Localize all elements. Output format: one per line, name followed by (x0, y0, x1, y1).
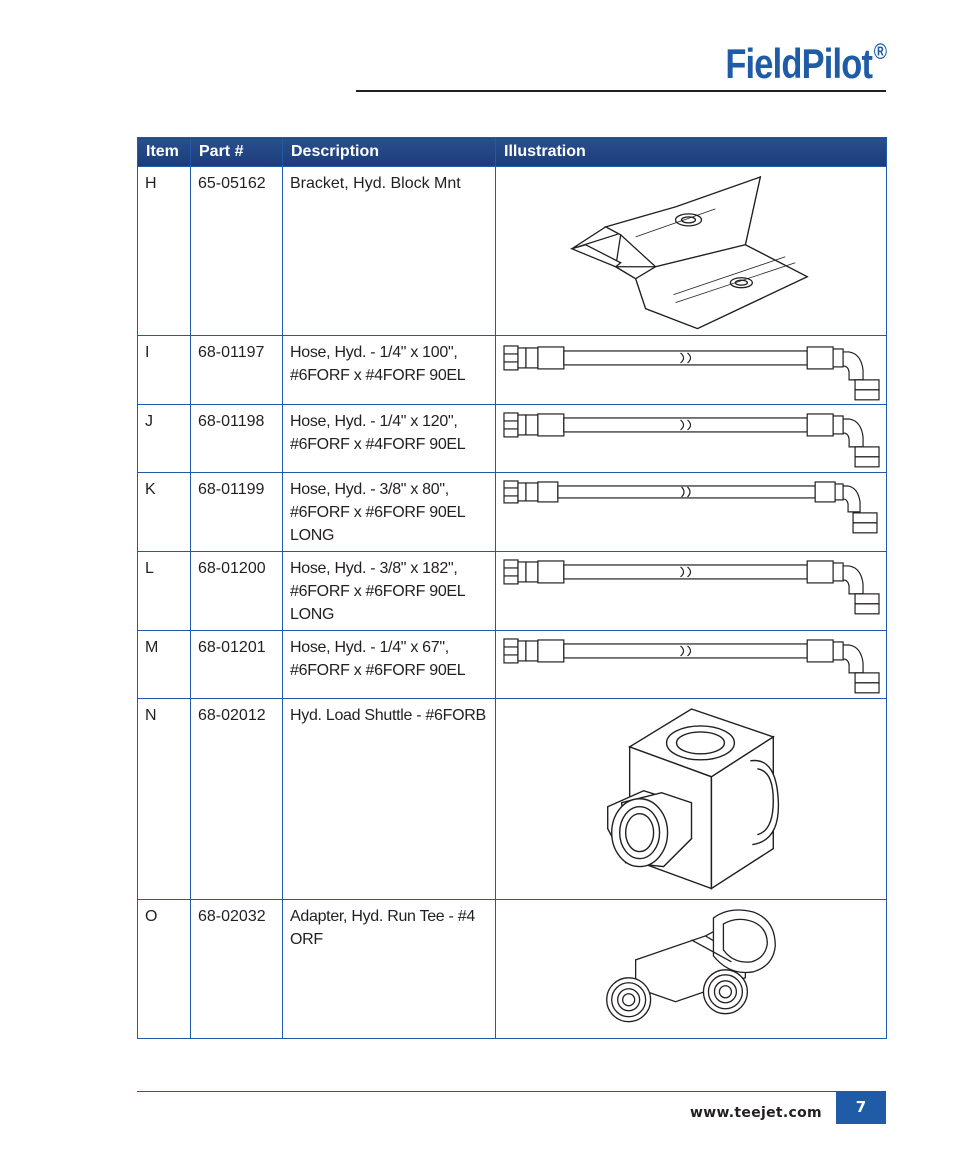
part-number-cell: 65-05162 (191, 167, 283, 336)
part-number-cell: 68-01201 (191, 631, 283, 699)
description-cell: Hose, Hyd. - 1/4" x 100", #6FORF x #4FORF 90EL (283, 335, 496, 405)
part-number-cell: 68-01200 (191, 552, 283, 631)
hose-illustration (496, 336, 886, 405)
part-number-cell: 68-01197 (191, 335, 283, 405)
hose-illustration (496, 552, 886, 626)
table-row (138, 473, 887, 552)
table-row (138, 552, 887, 631)
part-number-cell: 68-02032 (191, 899, 283, 1039)
part-number-cell: 68-02012 (191, 699, 283, 899)
description-cell: Hose, Hyd. - 3/8" x 80", #6FORF x #6FORF 90EL LONG (283, 473, 496, 552)
table-row (138, 167, 887, 336)
column-header-description: Description (283, 138, 496, 167)
illustration-cell (496, 899, 887, 1039)
column-header-illustration: Illustration (496, 138, 887, 167)
illustration-cell (496, 473, 887, 552)
table-row (138, 335, 887, 405)
description-cell: Bracket, Hyd. Block Mnt (283, 167, 496, 336)
table-row (138, 631, 887, 699)
item-cell: N (138, 699, 191, 899)
description-cell: Hyd. Load Shuttle - #6FORB (283, 699, 496, 899)
item-cell: O (138, 899, 191, 1039)
description-cell: Adapter, Hyd. Run Tee - #4 ORF (283, 899, 496, 1039)
illustration-cell (496, 631, 887, 699)
table-row (138, 899, 887, 1039)
illustration-cell (496, 699, 887, 899)
description-cell: Hose, Hyd. - 3/8" x 182", #6FORF x #6FORF 90EL LONG (283, 552, 496, 631)
hose-illustration (496, 405, 886, 472)
bracket-illustration (496, 167, 886, 335)
hose-illustration (496, 473, 886, 547)
illustration-cell (496, 335, 887, 405)
item-cell: M (138, 631, 191, 699)
illustration-cell (496, 167, 887, 336)
run-tee-illustration (496, 900, 886, 1039)
footer-divider (137, 1091, 886, 1092)
part-number-cell: 68-01198 (191, 405, 283, 473)
item-cell: I (138, 335, 191, 405)
table-header-row (138, 138, 887, 167)
parts-table (137, 137, 887, 1039)
column-header-part: Part # (191, 138, 283, 167)
header-divider (356, 90, 886, 92)
brand-logo: FieldPilot® (725, 39, 886, 87)
item-cell: H (138, 167, 191, 336)
table-row (138, 699, 887, 899)
description-cell: Hose, Hyd. - 1/4" x 120", #6FORF x #4FORF 90EL (283, 405, 496, 473)
website-link[interactable]: www.teejet.com (690, 1105, 822, 1121)
load-shuttle-illustration (496, 699, 886, 898)
hose-illustration (496, 631, 886, 698)
item-cell: L (138, 552, 191, 631)
table-row (138, 405, 887, 473)
description-cell: Hose, Hyd. - 1/4" x 67", #6FORF x #6FORF 90EL (283, 631, 496, 699)
illustration-cell (496, 552, 887, 631)
illustration-cell (496, 405, 887, 473)
item-cell: J (138, 405, 191, 473)
page-number: 7 (836, 1092, 886, 1124)
part-number-cell: 68-01199 (191, 473, 283, 552)
column-header-item: Item (138, 138, 191, 167)
item-cell: K (138, 473, 191, 552)
